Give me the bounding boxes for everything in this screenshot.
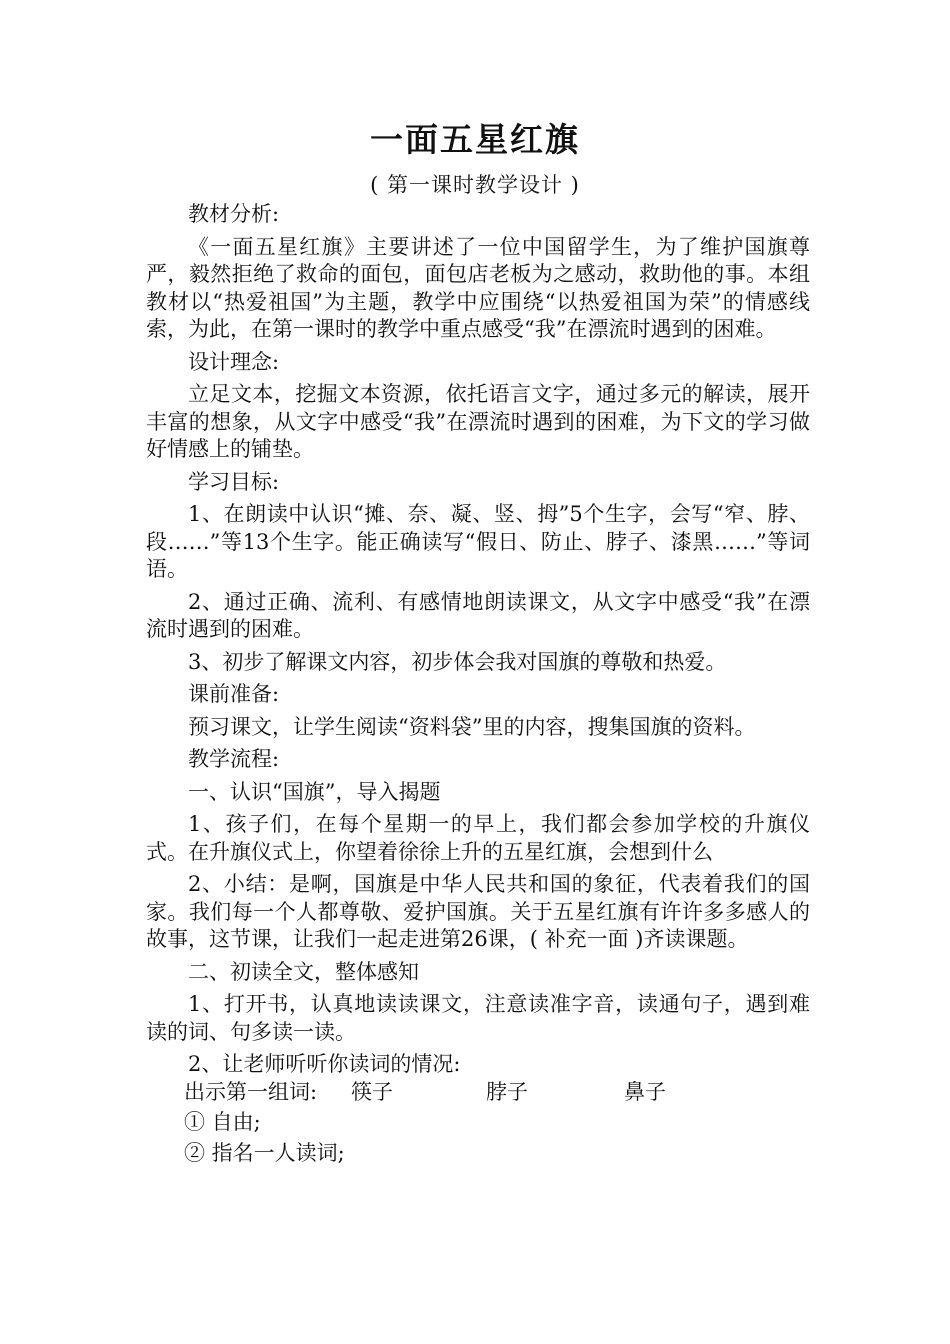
step2-item: 1、打开书，认真地读读课文，注意读准字音，读通句子，遇到难读的词、句多读一读。	[146, 992, 810, 1044]
analysis-paragraph: 《一面五星红旗》主要讲述了一位中国留学生，为了维护国旗尊严，毅然拒绝了救命的面包，面包店老板为之感动，救助他的事。本组教材以“热爱祖国”为主题，教学中应围绕“以热爱祖国为荣”的情感线索，为此，在第一课时的教学中重点感受“我”在漂流时遇到的困难。	[146, 234, 810, 341]
vocab-label: 出示第一组词:	[184, 1079, 318, 1104]
step1-heading: 一、认识“国旗”，导入揭题	[188, 779, 441, 804]
concept-paragraph: 立足文本，挖掘文本资源，依托语言文字，通过多元的解读，展开丰富的想象，从文字中感受“我”在漂流时遇到的困难，为下文的学习做好情感上的铺垫。	[146, 382, 810, 461]
vocab-word: 筷子	[351, 1079, 393, 1104]
vocab-row	[146, 1079, 810, 1109]
goals-heading: 学习目标:	[188, 469, 280, 494]
prep-paragraph: 预习课文，让学生阅读“资料袋”里的内容，搜集国旗的资料。	[188, 714, 756, 739]
vocab-word: 脖子	[486, 1079, 528, 1104]
goal-item: 2、通过正确、流利、有感情地朗读课文，从文字中感受“我”在漂流时遇到的困难。	[146, 589, 810, 641]
analysis-heading: 教材分析:	[188, 202, 280, 226]
step1-item: 2、小结：是啊，国旗是中华人民共和国的象征，代表着我们的国家。我们每一个人都尊敬、爱护国旗。关于五星红旗有许许多多感人的故事，这节课，让我们一起走进第26课，( 补充一面 )齐读课题。	[146, 872, 810, 951]
step1-item: 1、孩子们，在每个星期一的早上，我们都会参加学校的升旗仪式。在升旗仪式上，你望着徐徐上升的五星红旗，会想到什么	[146, 812, 810, 864]
goal-item: 3、初步了解课文内容，初步体会我对国旗的尊敬和热爱。	[188, 649, 727, 674]
flow-heading: 教学流程:	[188, 747, 280, 771]
prep-heading: 课前准备:	[188, 682, 280, 706]
document-body	[146, 201, 810, 1168]
document-subtitle: ( 第一课时教学设计 )	[370, 173, 580, 197]
step-subitem: ② 指名一人读词;	[184, 1141, 345, 1165]
step2-item: 2、让老师听听你读词的情况:	[188, 1052, 461, 1076]
document-title: 一面五星红旗	[370, 120, 580, 159]
step2-heading: 二、初读全文，整体感知	[188, 959, 419, 984]
concept-heading: 设计理念:	[188, 349, 280, 374]
vocab-word: 鼻子	[624, 1079, 666, 1104]
step-subitem: ① 自由;	[184, 1109, 261, 1134]
goal-item: 1、在朗读中认识“摊、奈、凝、竖、拇”5个生字，会写“窄、脖、段……”等13个生字。能正确读写“假日、防止、脖子、漆黑……”等词语。	[146, 502, 810, 581]
